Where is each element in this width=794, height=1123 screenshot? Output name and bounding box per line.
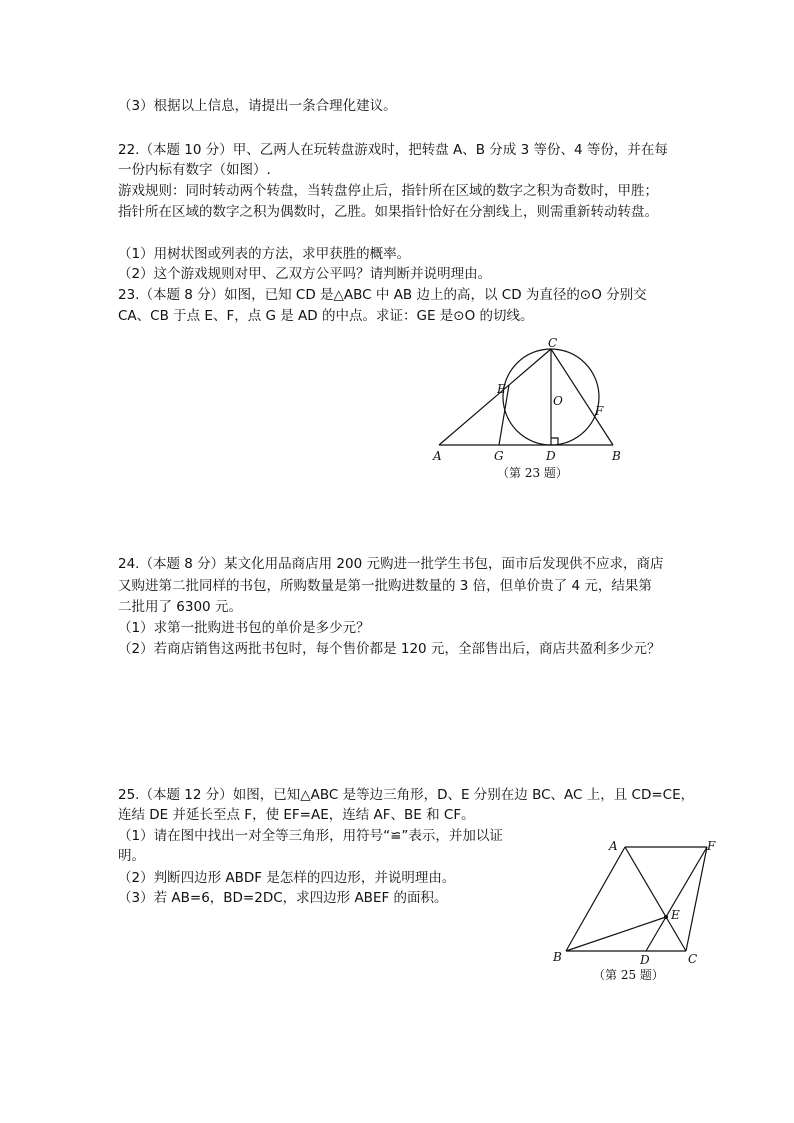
q23-label-f: F: [595, 404, 604, 418]
q23-label-c: C: [548, 338, 558, 350]
q23-label-e: E: [497, 382, 506, 396]
q22-rule-line2: 指针所在区域的数字之积为偶数时，乙胜。如果指针恰好在分割线上，则需重新转动转盘。: [118, 204, 658, 220]
q25-label-a: A: [609, 839, 618, 853]
q23-right-angle-mark: [551, 438, 558, 445]
q25-sub1a: （1）请在图中找出一对全等三角形，用符号“≌”表示，并加以证: [118, 828, 503, 844]
q25-line-cf: [686, 847, 707, 951]
q25-label-d: D: [640, 953, 650, 967]
q25-label-b: B: [553, 950, 562, 964]
q25-point-e: [664, 915, 668, 919]
q25-stem-line1: 25.（本题 12 分）如图，已知△ABC 是等边三角形，D、E 分别在边 BC、AC 上，且 CD=CE，: [118, 787, 695, 803]
q23-label-d: D: [546, 449, 556, 463]
q23-label-g: G: [494, 449, 504, 463]
q21-suggestion: （3）根据以上信息，请提出一条合理化建议。: [118, 98, 397, 114]
q25-label-f: F: [707, 839, 716, 853]
q25-label-e: E: [671, 908, 680, 922]
q25-figure: [545, 833, 735, 988]
q24-stem-line3: 二批用了 6300 元。: [118, 599, 242, 615]
q25-label-c: C: [688, 952, 698, 966]
q23-label-o: O: [553, 394, 563, 408]
q24-sub1: （1）求第一批购进书包的单价是多少元？: [118, 620, 370, 636]
q22-rule-line1: 游戏规则：同时转动两个转盘，当转盘停止后，指针所在区域的数字之积为奇数时，甲胜；: [118, 183, 658, 199]
q23-label-a: A: [433, 449, 442, 463]
q25-line-ab: [566, 847, 625, 951]
q23-label-b: B: [612, 449, 621, 463]
q22-sub1: （1）用树状图或列表的方法，求甲获胜的概率。: [118, 246, 411, 262]
q24-stem-line2: 又购进第二批同样的书包，所购数量是第一批购进数量的 3 倍，但单价贵了 4 元，结果第: [118, 578, 652, 594]
q22-stem-line2: 一份内标有数字（如图）.: [118, 162, 271, 178]
q23-figure: [425, 338, 635, 486]
q25-sub3: （3）若 AB=6，BD=2DC，求四边形 ABEF 的面积。: [118, 890, 448, 906]
q25-line-be: [566, 917, 666, 951]
q23-line-ca: [439, 349, 551, 445]
q22-sub2: （2）这个游戏规则对甲、乙双方公平吗？请判断并说明理由。: [118, 266, 492, 282]
q25-sub1b: 明。: [118, 848, 145, 864]
q22-stem-line1: 22.（本题 10 分）甲、乙两人在玩转盘游戏时，把转盘 A、B 分成 3 等份、4 等份，并在每: [118, 142, 668, 158]
q25-caption: （第 25 题）: [593, 968, 664, 982]
q24-sub2: （2）若商店销售这两批书包时，每个售价都是 120 元，全部售出后，商店共盈利多少元？: [118, 641, 661, 657]
q23-stem-line1: 23.（本题 8 分）如图，已知 CD 是△ABC 中 AB 边上的高，以 CD 为直径的⊙O 分别交: [118, 287, 647, 303]
q25-sub2: （2）判断四边形 ABDF 是怎样的四边形，并说明理由。: [118, 870, 456, 886]
q23-caption: （第 23 题）: [497, 466, 568, 480]
q25-stem-line2: 连结 DE 并延长至点 F，使 EF=AE，连结 AF、BE 和 CF。: [118, 807, 475, 823]
q23-stem-line2: CA、CB 于点 E、F，点 G 是 AD 的中点。求证：GE 是⊙O 的切线。: [118, 308, 534, 324]
q24-stem-line1: 24.（本题 8 分）某文化用品商店用 200 元购进一批学生书包，面市后发现供不应求，商店: [118, 556, 664, 572]
